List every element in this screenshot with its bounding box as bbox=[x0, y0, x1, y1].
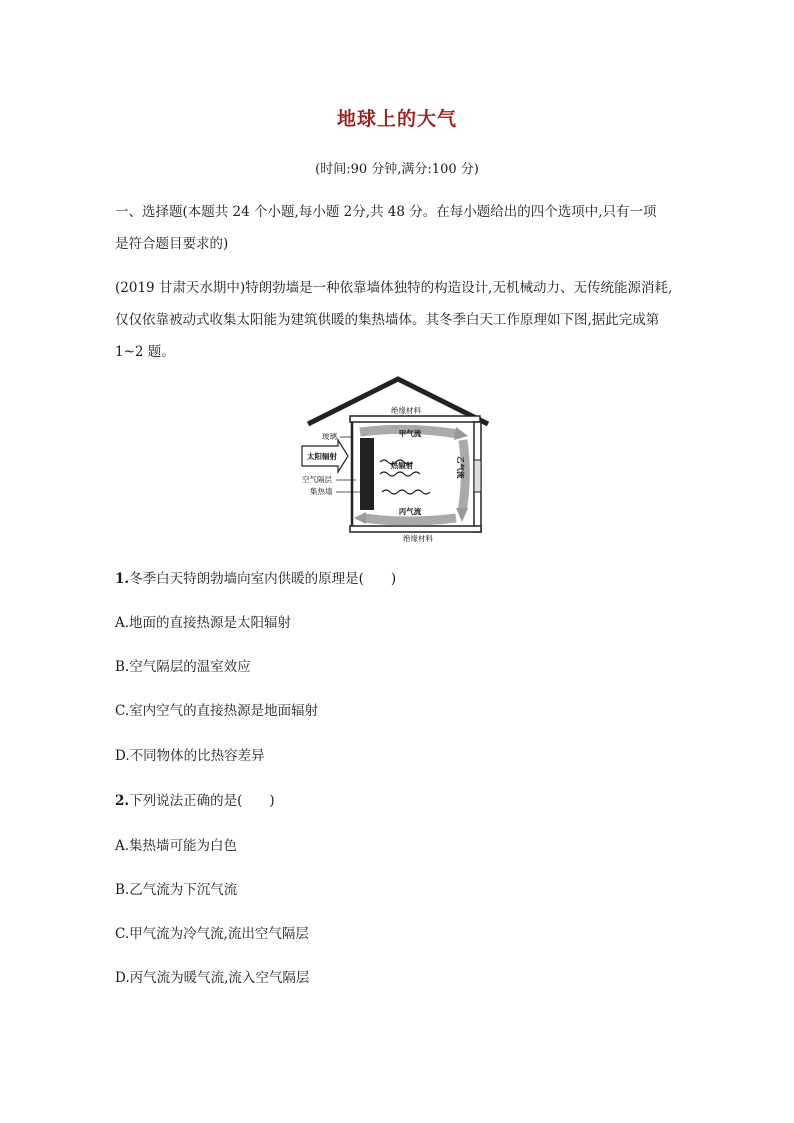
page-title: 地球上的大气 bbox=[336, 108, 457, 130]
heat-wave-2 bbox=[380, 472, 420, 476]
question-number: 1. bbox=[115, 571, 130, 587]
intro-line-1: (2019 甘肃天水期中)特朗勃墙是一种依靠墙体独特的构造设计,无机械动力、无传统能源消耗, bbox=[115, 280, 673, 296]
question-number: 2. bbox=[115, 793, 130, 809]
heat-wave-3 bbox=[382, 490, 430, 494]
q2-option-a: A.集热墙可能为白色 bbox=[115, 838, 238, 854]
q2-option-b: B.乙气流为下沉气流 bbox=[115, 882, 238, 898]
section-line-2: 是符合题目要求的) bbox=[115, 236, 229, 252]
intro-paragraph bbox=[115, 272, 695, 368]
section-instructions bbox=[115, 196, 695, 260]
q1-option-c: C.室内空气的直接热源是地面辐射 bbox=[115, 703, 319, 719]
section-line-1: 一、选择题(本题共 24 个小题,每小题 2分,共 48 分。在每小题给出的四个选项中,只有一项 bbox=[115, 204, 657, 220]
floor-insulation bbox=[350, 526, 481, 532]
flow-top-arrow bbox=[454, 427, 468, 440]
question-1 bbox=[115, 567, 396, 587]
exam-info: (时间:90 分钟,满分:100 分) bbox=[315, 162, 479, 177]
flow-bottom bbox=[364, 518, 456, 521]
question-stem: 冬季白天特朗勃墙向室内供暖的原理是( ) bbox=[129, 571, 397, 587]
question-2 bbox=[115, 789, 275, 809]
flow-c-label: 丙气流 bbox=[398, 507, 422, 516]
q1-option-d: D.不同物体的比热容差异 bbox=[115, 748, 265, 764]
air-layer-label: 空气隔层 bbox=[302, 475, 332, 484]
collector-wall bbox=[360, 438, 374, 510]
solar-label: 太阳辐射 bbox=[307, 452, 337, 461]
intro-line-2: 仅仅依靠被动式收集太阳能为建筑供暖的集热墙体。其冬季白天工作原理如下图,据此完成第 bbox=[115, 312, 660, 328]
right-window bbox=[474, 460, 481, 492]
question-stem: 下列说法正确的是( ) bbox=[129, 793, 275, 809]
intro-line-3: 1~2 题。 bbox=[115, 344, 175, 360]
bottom-insulation-label: 绝缘材料 bbox=[403, 534, 433, 543]
top-insulation-label: 绝缘材料 bbox=[391, 406, 421, 415]
flow-bottom-arrow bbox=[354, 512, 366, 524]
flow-right-arrow bbox=[456, 508, 468, 522]
q1-option-a: A.地面的直接热源是太阳辐射 bbox=[115, 615, 292, 631]
glass-label: 玻璃 bbox=[322, 432, 337, 441]
flow-b-label: 乙气流 bbox=[456, 456, 465, 479]
q2-option-d: D.丙气流为暖气流,流入空气隔层 bbox=[115, 970, 310, 986]
heat-rad-label: 热辐射 bbox=[390, 461, 414, 470]
ceiling-insulation bbox=[350, 416, 480, 422]
flow-a-label: 甲气流 bbox=[398, 429, 422, 438]
q2-option-c: C.甲气流为冷气流,流出空气隔层 bbox=[115, 926, 309, 942]
q1-option-b: B.空气隔层的温室效应 bbox=[115, 659, 251, 675]
heat-wall-label: 集热墙 bbox=[310, 487, 333, 496]
trombe-wall-diagram bbox=[298, 376, 498, 544]
